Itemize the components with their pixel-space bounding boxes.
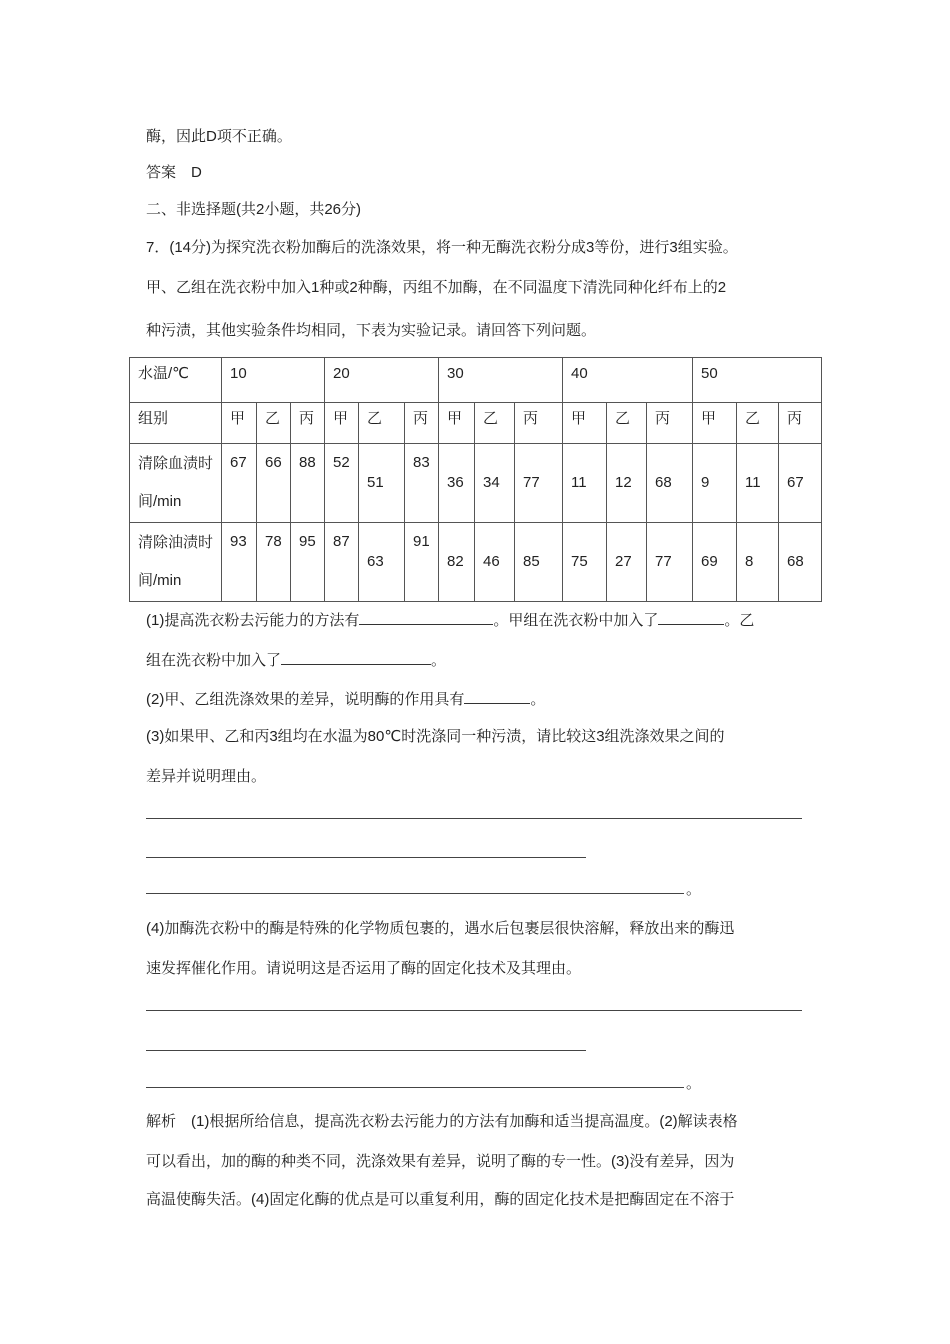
q1-blank-1[interactable] bbox=[359, 610, 493, 625]
period: 。 bbox=[686, 881, 702, 898]
data-cell: 87 bbox=[325, 523, 359, 602]
group-cell: 乙 bbox=[475, 403, 515, 444]
question-7-line: 种污渍，其他实验条件均相同，下表为实验记录。请回答下列问题。 bbox=[146, 322, 597, 339]
group-cell: 乙 bbox=[607, 403, 647, 444]
data-cell: 68 bbox=[647, 444, 693, 523]
answer-line: 答案 D bbox=[146, 164, 202, 181]
data-cell: 67 bbox=[779, 444, 822, 523]
data-cell: 51 bbox=[359, 444, 405, 523]
answer-blank-line[interactable] bbox=[146, 1087, 684, 1088]
q2-blank[interactable] bbox=[464, 689, 530, 704]
group-cell: 乙 bbox=[737, 403, 779, 444]
group-cell: 丙 bbox=[779, 403, 822, 444]
data-cell: 75 bbox=[563, 523, 607, 602]
temp-label: 水温/℃ bbox=[130, 358, 222, 403]
period: 。 bbox=[686, 1075, 702, 1092]
data-cell: 77 bbox=[647, 523, 693, 602]
temp-cell: 20 bbox=[325, 358, 439, 403]
group-cell: 丙 bbox=[515, 403, 563, 444]
row-label: 清除油渍时间/min bbox=[130, 523, 222, 602]
group-cell: 乙 bbox=[359, 403, 405, 444]
q1-blank-3[interactable] bbox=[281, 650, 431, 665]
q2-text: (2)甲、乙组洗涤效果的差异，说明酶的作用具有 bbox=[146, 691, 465, 708]
group-cell: 甲 bbox=[693, 403, 737, 444]
temperature-row bbox=[130, 358, 822, 403]
analysis-line: 高温使酶失活。(4)固定化酶的优点是可以重复利用，酶的固定化技术是把酶固定在不溶于 bbox=[146, 1191, 735, 1208]
answer-blank-line[interactable] bbox=[146, 1050, 586, 1051]
data-cell: 93 bbox=[222, 523, 257, 602]
temp-cell: 40 bbox=[563, 358, 693, 403]
group-cell: 甲 bbox=[439, 403, 475, 444]
group-cell: 甲 bbox=[563, 403, 607, 444]
question-4-cont: 速发挥催化作用。请说明这是否运用了酶的固定化技术及其理由。 bbox=[146, 960, 582, 977]
analysis-line: 可以看出，加的酶的种类不同，洗涤效果有差异，说明了酶的专一性。(3)没有差异，因为 bbox=[146, 1153, 735, 1170]
text-line: 酶，因此D项不正确。 bbox=[146, 128, 292, 145]
group-cell: 丙 bbox=[647, 403, 693, 444]
data-cell: 36 bbox=[439, 444, 475, 523]
question-2 bbox=[146, 689, 545, 710]
answer-blank-line[interactable] bbox=[146, 1010, 802, 1011]
data-cell: 52 bbox=[325, 444, 359, 523]
data-cell: 77 bbox=[515, 444, 563, 523]
group-row bbox=[130, 403, 822, 444]
data-cell: 82 bbox=[439, 523, 475, 602]
data-cell: 11 bbox=[563, 444, 607, 523]
row-label: 清除血渍时间/min bbox=[130, 444, 222, 523]
answer-blank-line[interactable] bbox=[146, 857, 586, 858]
data-cell: 12 bbox=[607, 444, 647, 523]
group-cell: 乙 bbox=[257, 403, 291, 444]
temp-cell: 50 bbox=[693, 358, 822, 403]
answer-blank-line[interactable] bbox=[146, 818, 802, 819]
q1-text: 组在洗衣粉中加入了 bbox=[146, 652, 282, 669]
data-cell: 88 bbox=[291, 444, 325, 523]
data-cell: 68 bbox=[779, 523, 822, 602]
group-cell: 丙 bbox=[291, 403, 325, 444]
data-cell: 63 bbox=[359, 523, 405, 602]
question-4: (4)加酶洗衣粉中的酶是特殊的化学物质包裹的，遇水后包裹层很快溶解，释放出来的酶迅 bbox=[146, 920, 735, 937]
data-cell: 27 bbox=[607, 523, 647, 602]
data-cell: 67 bbox=[222, 444, 257, 523]
data-cell: 83 bbox=[405, 444, 439, 523]
data-cell: 95 bbox=[291, 523, 325, 602]
table-row bbox=[130, 523, 822, 602]
q1-text: 。甲组在洗衣粉中加入了 bbox=[493, 612, 659, 629]
data-cell: 46 bbox=[475, 523, 515, 602]
q1-text: 。乙 bbox=[724, 612, 755, 629]
experiment-table bbox=[129, 357, 822, 602]
temp-cell: 30 bbox=[439, 358, 563, 403]
question-1-cont bbox=[146, 650, 446, 671]
data-cell: 11 bbox=[737, 444, 779, 523]
temp-cell: 10 bbox=[222, 358, 325, 403]
data-cell: 69 bbox=[693, 523, 737, 602]
section-heading: 二、非选择题(共2小题，共26分) bbox=[146, 201, 362, 218]
question-7-line: 甲、乙组在洗衣粉中加入1种或2种酶，丙组不加酶，在不同温度下清洗同种化纤布上的2 bbox=[146, 279, 727, 296]
data-cell: 8 bbox=[737, 523, 779, 602]
data-cell: 85 bbox=[515, 523, 563, 602]
data-cell: 34 bbox=[475, 444, 515, 523]
question-3-cont: 差异并说明理由。 bbox=[146, 768, 267, 785]
data-cell: 78 bbox=[257, 523, 291, 602]
data-cell: 66 bbox=[257, 444, 291, 523]
question-7-line: 7．(14分)为探究洗衣粉加酶后的洗涤效果，将一种无酶洗衣粉分成3等份，进行3组实验。 bbox=[146, 239, 738, 256]
data-cell: 91 bbox=[405, 523, 439, 602]
data-cell: 9 bbox=[693, 444, 737, 523]
q1-blank-2[interactable] bbox=[658, 610, 724, 625]
table-row bbox=[130, 444, 822, 523]
question-1 bbox=[146, 610, 754, 631]
question-3: (3)如果甲、乙和丙3组均在水温为80℃时洗涤同一种污渍，请比较这3组洗涤效果之间的 bbox=[146, 728, 725, 745]
group-label: 组别 bbox=[130, 403, 222, 444]
group-cell: 甲 bbox=[325, 403, 359, 444]
analysis-line: 解析 (1)根据所给信息，提高洗衣粉去污能力的方法有加酶和适当提高温度。(2)解读表格 bbox=[146, 1113, 738, 1130]
q2-text: 。 bbox=[530, 691, 546, 708]
q1-text: 。 bbox=[431, 652, 447, 669]
answer-blank-line[interactable] bbox=[146, 893, 684, 894]
q1-text: (1)提高洗衣粉去污能力的方法有 bbox=[146, 612, 360, 629]
group-cell: 丙 bbox=[405, 403, 439, 444]
group-cell: 甲 bbox=[222, 403, 257, 444]
